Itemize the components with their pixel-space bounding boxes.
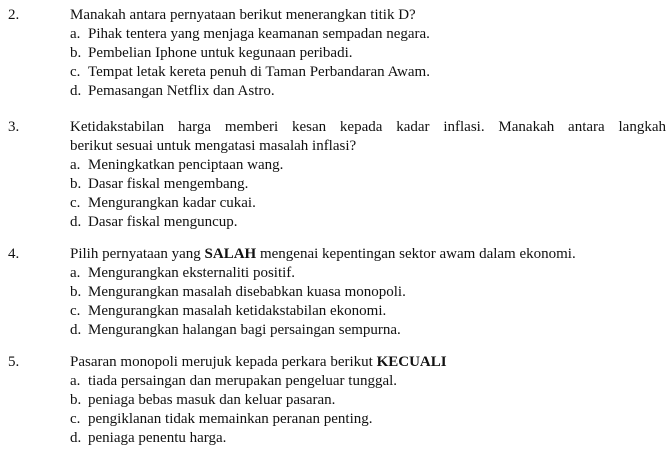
option-c[interactable]: c. Mengurangkan masalah ketidakstabilan ekonomi.: [70, 303, 387, 319]
question-text: Ketidakstabilan harga memberi kesan kepada kadar inflasi. Manakah antara langkah berikut sesuai untuk mengatasi masalah inflasi?: [70, 119, 666, 154]
question-text: Pasaran monopoli merujuk kepada perkara berikut KECUALI: [70, 354, 447, 370]
question-number: 4.: [8, 246, 20, 262]
option-b[interactable]: b. peniaga bebas masuk dan keluar pasaran.: [70, 392, 336, 408]
option-list: [70, 372, 397, 448]
option-list: [70, 264, 406, 340]
question-number: 2.: [8, 7, 20, 23]
option-d[interactable]: d. Dasar fiskal menguncup.: [70, 214, 238, 230]
option-d[interactable]: d. peniaga penentu harga.: [70, 430, 227, 446]
option-b[interactable]: b. Dasar fiskal mengembang.: [70, 176, 249, 192]
option-d[interactable]: d. Pemasangan Netflix dan Astro.: [70, 83, 275, 99]
option-a[interactable]: a. Pihak tentera yang menjaga keamanan sempadan negara.: [70, 26, 430, 42]
option-list: [70, 25, 430, 101]
option-d[interactable]: d. Mengurangkan halangan bagi persaingan sempurna.: [70, 322, 401, 338]
question-text: Pilih pernyataan yang SALAH mengenai kepentingan sektor awam dalam ekonomi.: [70, 246, 576, 262]
emphasis-keyword: KECUALI: [376, 354, 447, 370]
question-number: 3.: [8, 119, 20, 135]
option-c[interactable]: c. Tempat letak kereta penuh di Taman Perbandaran Awam.: [70, 64, 430, 80]
emphasis-keyword: SALAH: [204, 246, 257, 262]
option-b[interactable]: b. Mengurangkan masalah disebabkan kuasa monopoli.: [70, 284, 406, 300]
question-text: Manakah antara pernyataan berikut menerangkan titik D?: [70, 7, 416, 23]
option-a[interactable]: a. tiada persaingan dan merupakan pengeluar tunggal.: [70, 373, 398, 389]
option-a[interactable]: a. Meningkatkan penciptaan wang.: [70, 157, 284, 173]
option-c[interactable]: c. pengiklanan tidak memainkan peranan penting.: [70, 411, 373, 427]
question-number: 5.: [8, 354, 20, 370]
option-a[interactable]: a. Mengurangkan eksternaliti positif.: [70, 265, 296, 281]
option-c[interactable]: c. Mengurangkan kadar cukai.: [70, 195, 256, 211]
option-b[interactable]: b. Pembelian Iphone untuk kegunaan peribadi.: [70, 45, 353, 61]
option-list: [70, 156, 283, 232]
